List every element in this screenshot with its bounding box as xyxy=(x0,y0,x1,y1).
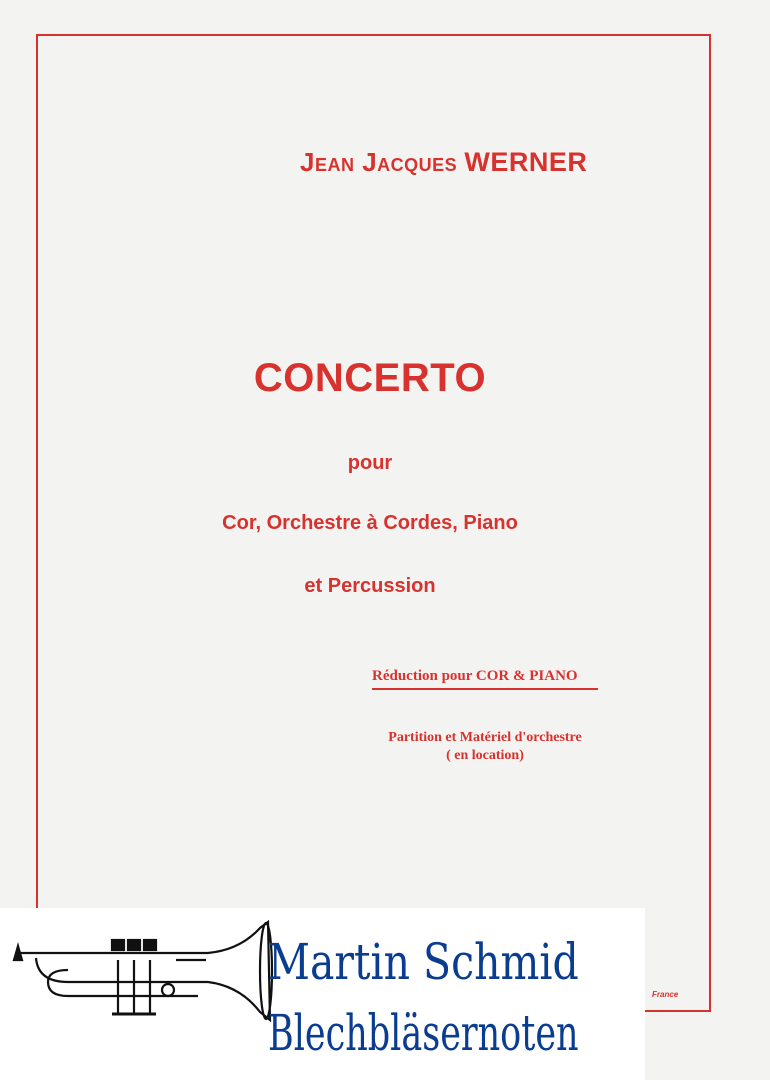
watermark-line-1: Martin Schmid xyxy=(268,933,579,991)
subtitle-instruments: Cor, Orchestre à Cordes, Piano xyxy=(222,512,518,534)
composer-first-names: Jean Jacques xyxy=(300,147,458,177)
publisher-country: France xyxy=(652,990,679,999)
work-title: CONCERTO xyxy=(253,356,487,400)
watermark-line-2: Blechbläsernoten xyxy=(268,1004,579,1062)
seller-watermark xyxy=(0,908,645,1080)
partition-line-2: ( en location) xyxy=(446,748,524,763)
partition-line-1: Partition et Matériel d'orchestre xyxy=(388,730,582,745)
trumpet-icon xyxy=(8,920,298,1030)
composer-name xyxy=(300,147,660,178)
subtitle-pour: pour xyxy=(347,452,393,474)
partition-note xyxy=(354,729,616,765)
subtitle-percussion: et Percussion xyxy=(304,575,436,597)
reduction-note: Réduction pour COR & PIANO xyxy=(372,668,598,690)
composer-last-name: WERNER xyxy=(464,147,588,177)
